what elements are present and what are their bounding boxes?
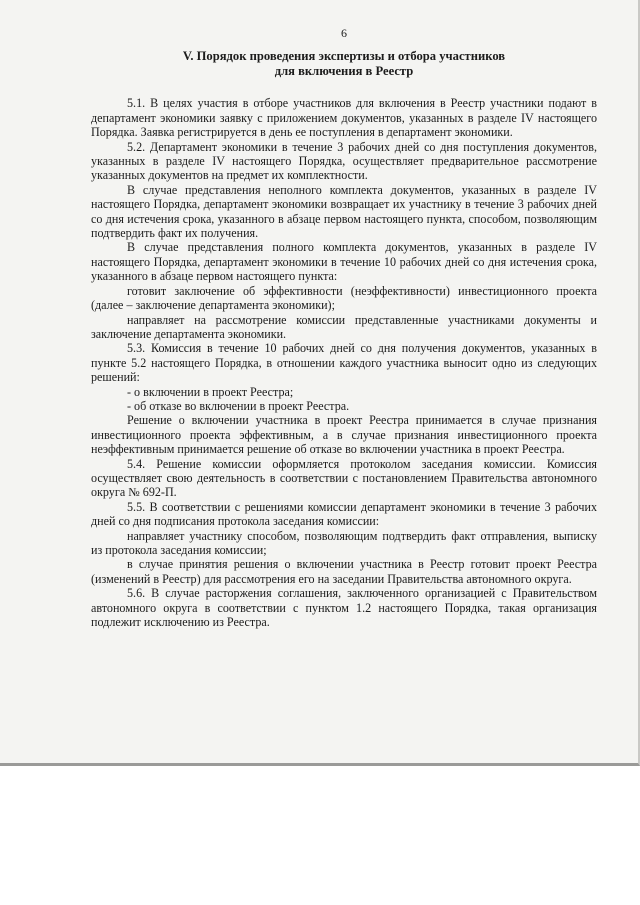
paragraph-sends-extract: направляет участнику способом, позволяющим подтвердить факт отправления, выписку из протокола заседания комиссии; — [91, 528, 597, 557]
paragraph-prepares-conclusion: готовит заключение об эффективности (неэффективности) инвестиционного проекта (далее – заключение департамента экономики); — [91, 283, 597, 313]
page-number: 6 — [341, 26, 347, 40]
paragraph-prepares-registry: в случае принятия решения о включении участника в Реестр готовит проект Реестра (изменений в Реестр) для рассмотрения его на заседании Правительства автономного округа. — [91, 557, 597, 586]
paragraph-5-1: 5.1. В целях участия в отборе участников для включения в Реестр участники подают в департамент экономики заявку с приложением документов, указанных в разделе IV настоящего Порядка. Заявка регистрируется в день ее поступления в департамент экономики. — [91, 96, 597, 140]
section-body — [91, 96, 597, 629]
paragraph-sends-to-commission: направляет на рассмотрение комиссии представленные участниками документы и заключение департамента экономики. — [91, 312, 597, 341]
paragraph-5-3: 5.3. Комиссия в течение 10 рабочих дней со дня получения документов, указанных в пункте 5.2 настоящего Порядка, в отношении каждого участника выносит одно из следующих решений: — [91, 341, 597, 385]
section-title — [91, 49, 597, 79]
paragraph-5-6: 5.6. В случае расторжения соглашения, заключенного организацией с Правительством автономного округа в соответствии с пунктом 1.2 настоящего Порядка, такая организация подлежит исключению из Реестра. — [91, 586, 597, 630]
section-title-line-2: для включения в Реестр — [274, 64, 414, 79]
paragraph-decision-refuse: - об отказе во включении в проект Реестра. — [127, 398, 350, 413]
paragraph-5-5: 5.5. В соответствии с решениями комиссии департамент экономики в течение 3 рабочих дней со дня подписания протокола заседания комиссии: — [91, 499, 597, 529]
paragraph-complete-set: В случае представления полного комплекта документов, указанных в разделе IV настоящего Порядка, департамент экономики в течение 10 рабочих дней со дня истечения срока, указанного в абзаце первом настоящего пункта: — [91, 240, 597, 284]
paragraph-5-4: 5.4. Решение комиссии оформляется протоколом заседания комиссии. Комиссия осуществляет свою деятельность в соответствии с постановлением Правительства автономного округа № 692-П. — [91, 456, 597, 500]
page-content — [91, 26, 597, 629]
paragraph-incomplete-set: В случае представления неполного комплекта документов, указанных в разделе IV настоящего Порядка, департамент экономики возвращает их участнику в течение 3 рабочих дней со дня истечения срока, указанного в абзаце первом настоящего пункта, способом, позволяющим подтвердить факт их получения. — [91, 182, 597, 241]
paragraph-decision-include: - о включении в проект Реестра; — [127, 384, 294, 399]
section-title-line-1: V. Порядок проведения экспертизы и отбора участников — [182, 49, 506, 64]
paragraph-5-2: 5.2. Департамент экономики в течение 3 рабочих дней со дня поступления документов, указанных в разделе IV настоящего Порядка, осуществляет предварительное рассмотрение указанных документов на предмет их комплектности. — [91, 139, 597, 183]
paragraph-decision-criteria: Решение о включении участника в проект Реестра принимается в случае признания инвестиционного проекта эффективным, а в случае признания инвестиционного проекта неэффективным принимается решение об отказе во включении участника в проект Реестра. — [91, 413, 597, 457]
